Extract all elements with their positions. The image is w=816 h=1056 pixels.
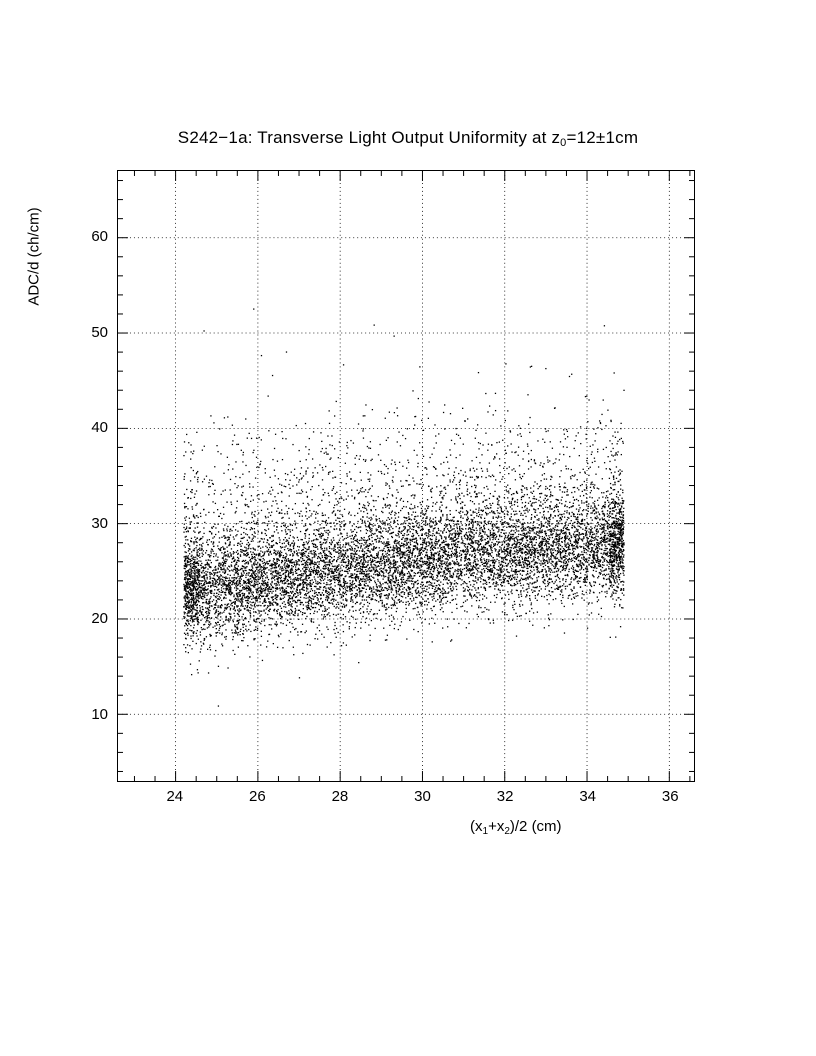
plot-area	[117, 170, 695, 782]
x-axis-title-a: (x	[470, 818, 483, 835]
x-tick-label: 26	[249, 788, 266, 805]
x-tick-label: 24	[166, 788, 184, 805]
x-axis-title-sub2: 2	[504, 826, 510, 837]
y-tick-label: 40	[91, 419, 108, 437]
x-tick-label: 28	[331, 788, 349, 805]
x-tick-label: 36	[661, 788, 679, 805]
y-tick-label: 30	[91, 514, 108, 532]
chart-title-post: =12±1cm	[566, 128, 639, 147]
x-tick-label: 30	[414, 788, 431, 805]
y-tick-label: 50	[91, 323, 108, 341]
chart-title-subscript: 0	[560, 137, 567, 149]
scatter-points	[118, 171, 694, 781]
x-axis-title-b: +x	[488, 818, 505, 835]
chart-title	[0, 128, 816, 148]
x-tick-label: 34	[579, 788, 596, 805]
chart-title-pre: S242−1a: Transverse Light Output Uniformity at z	[177, 128, 561, 147]
y-axis-title: ADC/d (ch/cm)	[25, 207, 43, 306]
y-tick-label: 10	[91, 706, 108, 724]
x-axis-title-c: )/2 (cm)	[509, 818, 562, 835]
y-tick-label: 60	[91, 227, 108, 245]
y-tick-label: 20	[91, 610, 108, 628]
x-axis-title-sub1: 1	[482, 826, 489, 837]
x-tick-label: 32	[496, 788, 514, 805]
x-axis-title	[470, 818, 562, 835]
